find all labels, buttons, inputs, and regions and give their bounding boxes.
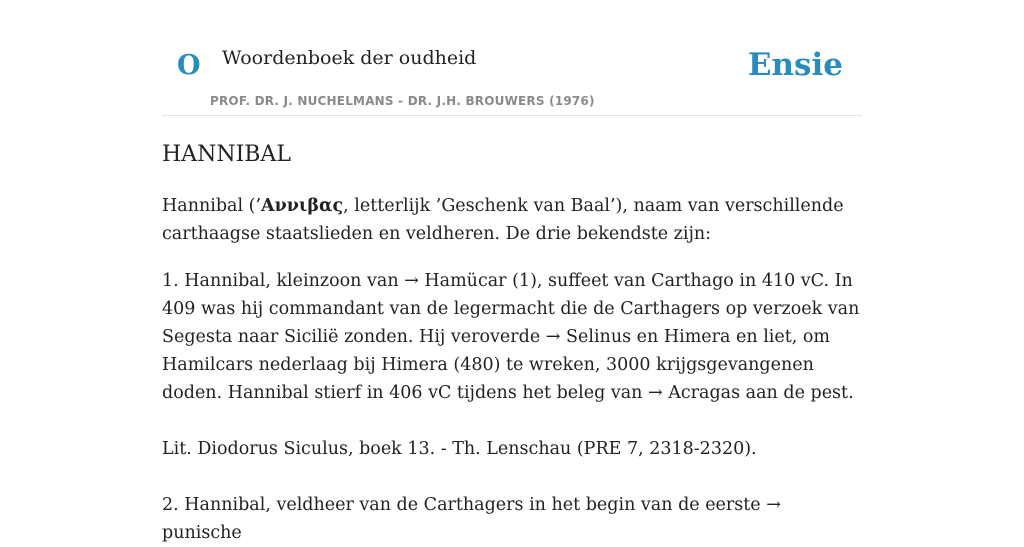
brand-logo[interactable]: Ensie [747,47,843,83]
link-selinus[interactable]: → Selinus [545,327,632,347]
paragraph-text: , suffeet van Carthago in 410 vC. In 409 was hij commandant van de legermacht die de Carthagers op verzoek van Segesta naar Sicilië zonden. Hij veroverde [162,271,860,347]
entry-intro [162,192,862,248]
paragraph-text: 1. Hannibal, kleinzoon van [162,271,405,291]
link-acragas[interactable]: → Acragas [648,383,741,403]
intro-text: Hannibal (’ [162,196,262,216]
entry-paragraph-1 [162,267,862,407]
header [162,0,862,116]
link-hamilcar[interactable]: → Hamücar (1) [404,271,537,291]
paragraph-text: 2. Hannibal, veldheer van de Carthagers in het begin van de eerste [162,495,767,515]
entry-paragraph-2 [162,491,862,547]
entry-title: HANNIBAL [162,142,291,167]
literature-reference: Lit. Diodorus Siculus, boek 13. - Th. Lenschau (PRE 7, 2318-2320). [162,439,757,459]
page [162,0,862,547]
book-title: Woordenboek der oudheid [222,47,477,69]
link-punische[interactable]: → punische [162,495,781,543]
book-authors: PROF. DR. J. NUCHELMANS - DR. J.H. BROUWERS (1976) [210,94,595,108]
letter-badge: O [177,50,201,81]
greek-name: Αννιβας [261,196,344,216]
paragraph-text: en Himera en liet, om Hamilcars nederlaag bij Himera (480) te wreken, 3000 krijgsgevangenen doden. Hannibal stierf in 406 vC tijdens het beleg van [162,327,831,403]
paragraph-text: aan de pest. [740,383,854,403]
entry-content [162,142,862,547]
intro-text: , letterlijk ’Geschenk van Baal’), naam van verschillende carthaagse staatslieden en veldheren. De drie bekendste zijn: [162,196,844,244]
